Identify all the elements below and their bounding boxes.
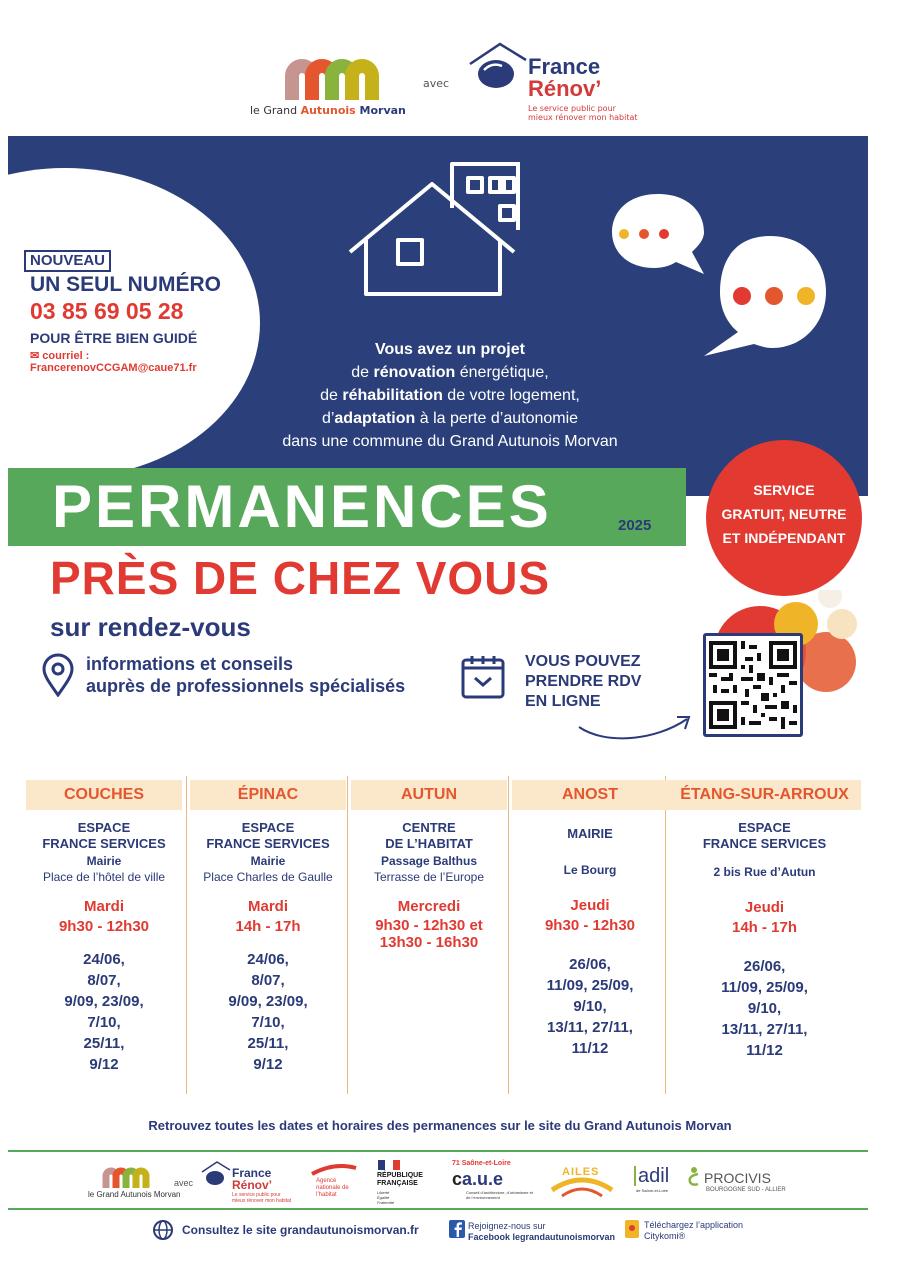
town-header: ÉPINAC	[190, 780, 346, 810]
venue-address: Passage Balthus Terrasse de l’Europe	[373, 854, 485, 884]
caue-tagline: Conseil d’architecture, d’urbanisme et de l’environnement	[466, 1190, 533, 1200]
column-divider	[347, 776, 348, 1094]
calendar-icon	[460, 654, 506, 700]
venue-name: CENTRE DE L’HABITAT	[385, 820, 473, 851]
schedule-column-autun	[351, 780, 507, 951]
column-divider	[508, 776, 509, 1094]
venue-address: 2 bis Rue d’Autun	[713, 865, 816, 879]
email-address[interactable]: FrancerenovCCGAM@caue71.fr	[30, 362, 197, 374]
venue-name: ESPACE FRANCE SERVICES	[42, 820, 166, 851]
republique-flag-icon	[378, 1160, 400, 1170]
anah-logo-text: Agence nationale de l’habitat	[316, 1178, 349, 1198]
town-header: AUTUN	[351, 780, 507, 810]
speech-bubble-small-icon	[608, 190, 708, 280]
year-label: 2025	[618, 517, 652, 534]
gam-logo-small	[100, 1164, 160, 1190]
date-list: 26/06, 11/09, 25/09, 9/10, 13/11, 27/11, 11/12	[546, 956, 634, 1057]
anah-logo-mark	[310, 1162, 358, 1176]
gam-logo-small-text: le Grand Autunois Morvan	[88, 1190, 181, 1199]
online-booking-text: VOUS POUVEZ PRENDRE RDV EN LIGNE	[525, 653, 642, 710]
town-header: COUCHES	[26, 780, 182, 810]
caue-logo: ca.u.e	[452, 1169, 504, 1189]
venue-address: Mairie Place de l’hôtel de ville	[42, 854, 166, 884]
town-header: ÉTANG-SUR-ARROUX	[668, 780, 861, 810]
france-renov-small-1: France	[232, 1166, 272, 1180]
more-dates-note: Retrouvez toutes les dates et horaires des permanences sur le site du Grand Autunois Morvan	[148, 1118, 732, 1133]
republique-motto: Liberté Égalité Fraternité	[377, 1190, 395, 1205]
schedule-column-epinac	[190, 780, 346, 1075]
avec-text: avec	[423, 77, 450, 90]
hours: 14h - 17h	[235, 918, 301, 935]
weekday: Mardi	[247, 898, 288, 915]
procivis-tagline: BOURGOGNE SUD - ALLIER	[706, 1187, 786, 1193]
venue-address: Mairie Place Charles de Gaulle	[203, 854, 333, 884]
divider-line	[8, 1150, 868, 1152]
hours: 9h30 - 12h30	[58, 918, 150, 935]
france-renov-title-1: France	[528, 54, 601, 79]
gam-logo-text: le Grand Autunois Morvan	[250, 104, 406, 117]
new-badge: NOUVEAU	[24, 250, 111, 272]
date-list: 24/06, 8/07, 9/09, 23/09, 7/10, 25/11, 9/12	[64, 951, 144, 1073]
guide-text: POUR ÊTRE BIEN GUIDÉ	[30, 330, 198, 346]
hours: 14h - 17h	[731, 919, 798, 936]
date-list: 26/06, 11/09, 25/09, 9/10, 13/11, 27/11, 11/12	[721, 958, 808, 1059]
divider-line	[8, 1208, 868, 1210]
email-label: ✉ courriel :	[30, 350, 90, 362]
venue-address: Le Bourg	[563, 863, 617, 877]
weekday: Jeudi	[570, 897, 610, 914]
procivis-logo-mark	[686, 1166, 702, 1188]
permanences-title: PERMANENCES	[52, 473, 552, 540]
france-renov-house-icon	[466, 40, 528, 96]
qr-code[interactable]	[709, 640, 797, 730]
france-renov-title-2: Rénov’	[528, 76, 602, 101]
location-pin-icon	[40, 653, 76, 697]
schedule-column-anost	[512, 780, 668, 1059]
info-text: informations et conseils auprès de professionnels spécialisés	[86, 654, 406, 696]
ailes-logo-text: AILES	[562, 1166, 600, 1178]
speech-bubble-large-icon	[700, 232, 830, 360]
hours: 9h30 - 12h30 et 13h30 - 16h30	[375, 917, 483, 951]
france-renov-small-tag: Le service public pour mieux rénover mon habitat	[232, 1192, 292, 1204]
caue-top: 71 Saône-et-Loire	[452, 1160, 511, 1167]
venue-name: ESPACE FRANCE SERVICES	[206, 820, 330, 851]
citykomi-icon	[625, 1220, 639, 1238]
france-renov-tagline: Le service public pour mieux rénover mon habitat	[528, 104, 638, 122]
facebook-icon	[449, 1220, 465, 1238]
near-you-title: PRÈS DE CHEZ VOUS	[50, 552, 551, 604]
hero-description: Vous avez un projet de rénovation énergétique, de réhabilitation de votre logement, d’adaptation à la perte d’autonomie dans une commune du Grand Autunois Morvan	[282, 341, 618, 450]
france-renov-small-icon	[200, 1160, 232, 1190]
website-link[interactable]: Consultez le site grandautunoismorvan.fr	[182, 1223, 419, 1237]
republique-francaise-text: RÉPUBLIQUE FRANÇAISE	[377, 1172, 423, 1187]
hours: 9h30 - 12h30	[544, 917, 636, 934]
weekday: Mercredi	[397, 898, 461, 915]
phone-number[interactable]: 03 85 69 05 28	[30, 298, 184, 324]
column-divider	[186, 776, 187, 1094]
single-number-heading: UN SEUL NUMÉRO	[30, 273, 221, 296]
service-text: SERVICE GRATUIT, NEUTRE ET INDÉPENDANT	[721, 482, 847, 546]
house-icon	[340, 158, 520, 298]
town-header: ANOST	[512, 780, 668, 810]
venue-name: ESPACE FRANCE SERVICES	[702, 820, 827, 851]
arrow-icon	[575, 705, 695, 745]
schedule-column-couches	[26, 780, 182, 1075]
schedule-column-etang-sur-arroux	[668, 780, 861, 1061]
venue-name: MAIRIE	[567, 826, 613, 841]
citykomi-app-link[interactable]: Téléchargez l’application Citykomi®	[644, 1220, 744, 1241]
weekday: Mardi	[83, 898, 124, 915]
facebook-link[interactable]: Rejoignez-nous sur Facebook legrandautunoismorvan	[468, 1221, 616, 1242]
globe-icon	[152, 1219, 174, 1241]
procivis-logo-text: PROCIVIS	[704, 1170, 771, 1186]
france-renov-small-2: Rénov’	[232, 1178, 273, 1192]
appointment-subtitle: sur rendez-vous	[50, 612, 251, 642]
weekday: Jeudi	[744, 899, 785, 916]
envelope-icon: ✉	[30, 350, 40, 362]
adil-tagline: de Saône-et-Loire	[636, 1188, 669, 1193]
adil-logo: adil	[634, 1166, 669, 1186]
date-list: 24/06, 8/07, 9/09, 23/09, 7/10, 25/11, 9/12	[228, 951, 308, 1073]
avec-small: avec	[174, 1178, 194, 1188]
